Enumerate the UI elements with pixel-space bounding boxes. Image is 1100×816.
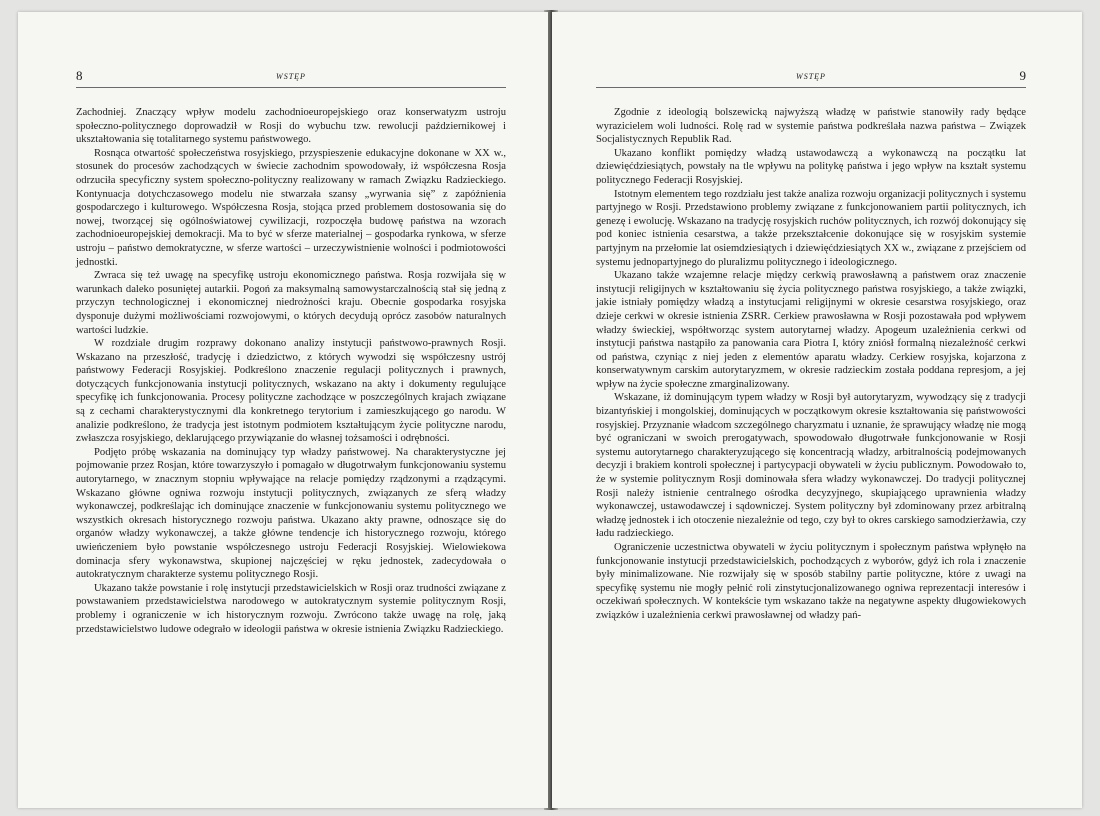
paragraph: W rozdziale drugim rozprawy dokonano analizy instytucji państwowo-prawnych Rosji. Wskazano na przeszłość, tradycję i dziedzictwo, z których wywodzi się współczesny ustrój państwowy Federacji Rosyjskiej. Podkreślono znaczenie regulacji politycznych i prawnych, dotyczących funkcjonowania instytucji politycznych, wskazano na akty i dokumenty regulujące specyfikę ich funkcjonowania. Procesy polityczne zachodzące w poszczególnych krajach związane są z cechami charakterystycznymi dla konkretnego terytorium i zamieszkującego go narodu. W analizie podkreślono, że tradycja jest istotnym podmiotem kształtującym życie polityczne narodu, zwłaszcza rosyjskiego, deklarującego przywiązanie do własnej tożsamości i odrębności. [76,338,506,445]
left-page [18,12,548,808]
header-title: WSTĘP [276,72,306,81]
paragraph: Istotnym elementem tego rozdziału jest także analiza rozwoju organizacji politycznych i systemu partyjnego w Rosji. Przedstawiono problemy związane z funkcjonowaniem partii politycznych, ich genezę i ewolucję. Wskazano na tradycję rosyjskich ruchów politycznych, ich rozwój dokonujący się pod koniec istnienia cesarstwa, a także przekształcenie dokonujące się w rosyjskim systemie partyjnym na przełomie lat osiemdziesiątych i dziewięćdziesiątych XX w., związane z przejściem od systemu jednopartyjnego do pluralizmu politycznego i ideologicznego. [596,188,1026,268]
body-text [76,106,506,636]
paragraph: Ukazano także wzajemne relacje między cerkwią prawosławną a państwem oraz znaczenie instytucji religijnych w kształtowaniu się życia politycznego państwa rosyjskiego, a także związki, jakie istniały pomiędzy władzą a instytucjami religijnymi w okresie cesarstwa rosyjskiego, oraz dzieje cerkwi w okresie istnienia ZSRR. Cerkiew prawosławna w Rosji pozostawała pod wpływem władzy świeckiej, współtworząc system autorytarnej władzy. Apogeum uzależnienia cerkwi od instytucji państwa nastąpiło za panowania cara Piotra I, który zniósł formalną niezależność cerkwi od państwa, czyniąc z niej jeden z elementów aparatu władzy. Cerkiew rosyjska, kojarzona z konserwatywnym carskim autorytaryzmem, w okresie radzieckim została poddana represjom, a jej wpływ na życie społeczne zmarginalizowany. [596,270,1026,390]
paragraph: Rosnąca otwartość społeczeństwa rosyjskiego, przyspieszenie edukacyjne dokonane w XX w., stosunek do procesów zachodzących w świecie zachodnim spowodowały, iż współczesna Rosja odrzuciła specyficzny system społeczno-polityczny realizowany w ramach Związku Radzieckiego. Kontynuacja dotychczasowego modelu nie stwarzała szansy „wyrwania się” z zapóźnienia gospodarczego i kulturowego. Współczesna Rosja, stojąca przed problemem dostosowania się do nowej, tworzącej się ogólnoświatowej cywilizacji, rozpoczęła budowę państwa na wzorach zachodnioeuropejskiej demokracji. Ma to być w sferze materialnej – gospodarka rynkowa, w sferze ustroju – państwo demokratyczne, w sferze wartości – urzeczywistnienie wolności i podmiotowości jednostki. [76,147,506,268]
paragraph: Ograniczenie uczestnictwa obywateli w życiu politycznym i społecznym państwa wpłynęło na funkcjonowanie instytucji przedstawicielskich, pochodzących z wyborów, gdyż ich rola i znaczenie były minimalizowane. Nie rozwijały się w sposób stabilny partie polityczne, które z uwagi na specyfikę systemu nie mogły pełnić roli zinstytucjonalizowanego ogniwa reprezentacji interesów i oczekiwań społecznych. W kontekście tym wskazano także na negatywne aspekty długowiekowych związków i uzależnienia cerkwi prawosławnej od władzy pań- [596,542,1026,621]
paragraph: Podjęto próbę wskazania na dominujący typ władzy państwowej. Na charakterystyczne jej pojmowanie przez Rosjan, które towarzyszyło i pomagało w długotrwałym funkcjonowaniu systemu autorytarnego, w znacznym stopniu wpływające na relacje pomiędzy rządzonymi a rządzącymi. Wskazano główne ogniwa rozwoju instytucji politycznych, związanych ze sferą władzy wykonawczej, podkreślając ich dominujące znaczenie w funkcjonowaniu systemu politycznego we wszystkich okresach historycznego rozwoju państwa. Ukazano akty prawne, odnoszące się do organów władzy wykonawczej, a także główne tendencje ich historycznego rozwoju, którego uwieńczeniem było powstanie współczesnego ustroju Federacji Rosyjskiej. Wielowiekowa dominacja sfery wykonawstwa, skupionej najczęściej w ręku jednostek, zadecydowała o autokratycznym charakterze systemu politycznego Rosji. [76,446,506,581]
header-title: WSTĘP [796,72,826,81]
running-head [596,68,1026,88]
page-number: 9 [1019,68,1026,83]
paragraph: Zwraca się też uwagę na specyfikę ustroju ekonomicznego państwa. Rosja rozwijała się w warunkach daleko posuniętej autarkii. Pogoń za maksymalną samowystarczalnością stał się jedną z przyczyn technologicznej i ekonomicznej niedrożności kraju. Obecnie gospodarka rosyjska dysponuje dużymi możliwościami rozwojowymi, o których decydują oprócz zasobów naturalnych wartości ludzkie. [76,270,506,336]
paragraph: Zgodnie z ideologią bolszewicką najwyższą władzę w państwie stanowiły rady będące wyrazicielem woli ludności. Rolę rad w systemie państwa podkreślała nazwa państwa – Związek Socjalistycznych Republik Rad. [596,107,1026,146]
page-number: 8 [76,68,83,83]
running-head [76,68,506,88]
right-page [552,12,1082,808]
paragraph: Ukazano także powstanie i rolę instytucji przedstawicielskich w Rosji oraz trudności związane z powstawaniem przedstawicielstwa narodowego w autokratycznym systemie politycznym Rosji, problemy i ograniczenie w ich historycznym rozwoju. Zwrócono także uwagę na rolę, jaką przedstawicielstwo ludowe odegrało w ideologii państwa w okresie istnienia Związku Radzieckiego. [76,582,506,635]
paragraph: Ukazano konflikt pomiędzy władzą ustawodawczą a wykonawczą na początku lat dziewięćdziesiątych, powstały na tle wpływu na politykę państwa i jego wpływ na kształt systemu politycznego Federacji Rosyjskiej. [596,147,1026,186]
paragraph: Wskazane, iż dominującym typem władzy w Rosji był autorytaryzm, wywodzący się z tradycji bizantyńskiej i mongolskiej, dominujących w początkowym okresie kształtowania się państwowości rosyjskiej. Przyznanie władcom szczególnego charyzmatu i uznanie, że sprawujący władzę nie mogą być ograniczani w swoich prerogatywach, spowodowało długotrwałe funkcjonowanie w Rosji systemu autorytarnego charakteryzującego się koncentracją władzy, arbitralnością podejmowanych decyzji i brakiem kontroli społecznej i partycypacji obywateli w życiu publicznym. Powodowało to, że w systemie politycznym Rosji dominowała sfera władzy wykonawczej. Do tradycji politycznej Rosji należy istnienie centralnego ośrodka decyzyjnego, skupiającego uprawnienia władzy wykonawczej, ustawodawczej i sądowniczej. System polityczny był zdominowany przez arbitralną władzę jednostek i ich otoczenie niezależnie od tego, czy był to okres carskiego samodzierżawia, czy ładu radzieckiego. [596,392,1026,540]
body-text [596,106,1026,623]
paragraph: Zachodniej. Znaczący wpływ modelu zachodnioeuropejskiego oraz konserwatyzm ustroju społeczno-politycznego doprowadził w Rosji do wybuchu tzw. rewolucji październikowej i ukształtowania się totalitarnego systemu państwowego. [76,107,506,146]
